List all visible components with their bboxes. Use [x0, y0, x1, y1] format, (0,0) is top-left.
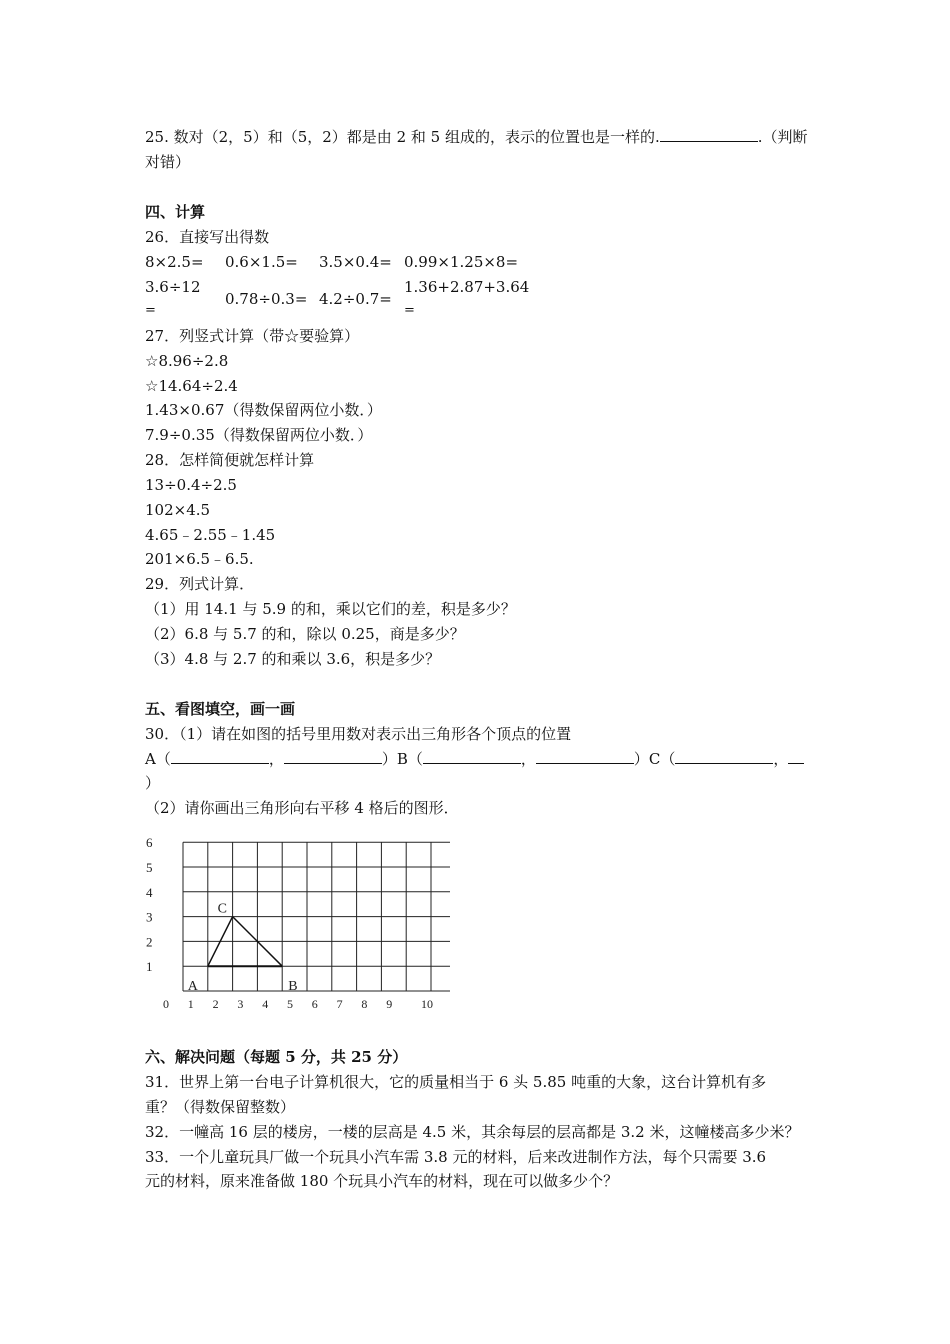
y-axis-tick-label: 4	[146, 884, 153, 900]
q33-line2: 元的材料，原来准备做 180 个玩具小汽车的材料，现在可以做多少个？	[145, 1172, 619, 1190]
coordinate-grid	[140, 828, 450, 1014]
x-axis-tick-label: 10	[421, 997, 433, 1011]
q25-line1: 25. 数对（2，5）和（5，2）都是由 2 和 5 组成的，表示的位置也是一样的. .（判断	[145, 128, 808, 146]
q26-item-5-eq: =	[145, 303, 156, 318]
q27-item: 1.43×0.67（得数保留两位小数．）	[145, 401, 382, 419]
q26-item-2: 0.6×1.5=	[225, 253, 298, 271]
q30-b-y-blank[interactable]	[536, 749, 634, 764]
x-axis-tick-label: 3	[237, 997, 244, 1011]
q31-line2: 重？（得数保留整数）	[145, 1098, 296, 1116]
q28-item: 102×4.5	[145, 501, 211, 519]
q28-item: 4.65﹣2.55﹣1.45	[145, 526, 276, 544]
q30-coordinates-line: A（ ， ）B（ ， ）C（ ，	[145, 749, 804, 769]
x-axis-tick-label: 9	[386, 997, 393, 1011]
q30-line1: 30．（1）请在如图的括号里用数对表示出三角形各个顶点的位置	[145, 725, 572, 743]
q27-item: 7.9÷0.35（得数保留两位小数．）	[145, 426, 373, 444]
q25-line2: 对错）	[145, 153, 191, 171]
q26-item-8: 1.36+2.87+3.64	[404, 278, 530, 296]
point-label-b: B	[288, 979, 298, 995]
x-axis-tick-label: 0	[163, 997, 169, 1011]
q26-item-4: 0.99×1.25×8=	[404, 253, 519, 271]
q26-item-5: 3.6÷12	[145, 278, 201, 296]
y-axis-tick-label: 1	[146, 959, 153, 975]
x-axis-tick-label: 8	[361, 997, 368, 1011]
q30-b-x-blank[interactable]	[423, 749, 521, 764]
x-axis-tick-label: 7	[336, 997, 343, 1011]
y-axis-tick-label: 3	[146, 909, 153, 925]
point-label-c: C	[217, 901, 227, 917]
x-axis-tick-label: 2	[212, 997, 219, 1011]
q30-c-y-blank[interactable]	[788, 749, 804, 764]
q26-item-6: 0.78÷0.3=	[225, 290, 308, 308]
q28-title: 28．怎样简便就怎样计算	[145, 451, 315, 469]
q33-line1: 33．一个儿童玩具厂做一个玩具小汽车需 3.8 元的材料，后来改进制作方法，每个只需要 3.6	[145, 1148, 767, 1166]
y-axis-tick-label: 5	[146, 860, 153, 875]
q26-item-3: 3.5×0.4=	[319, 253, 392, 271]
x-axis-tick-label: 4	[262, 997, 269, 1011]
x-axis-tick-label: 5	[287, 997, 293, 1011]
q26-item-1: 8×2.5=	[145, 253, 204, 271]
section4-title: 四、计算	[145, 203, 206, 221]
section5-title: 五、看图填空，画一画	[145, 700, 296, 718]
x-axis-tick-label: 1	[187, 997, 194, 1011]
q31-line1: 31．世界上第一台电子计算机很大，它的质量相当于 6 头 5.85 吨重的大象，这台计算机有多	[145, 1073, 767, 1091]
q30-a-x-blank[interactable]	[171, 749, 269, 764]
q25-answer-blank[interactable]	[660, 127, 758, 142]
y-axis-tick-label: 6	[146, 835, 153, 851]
q32-line1: 32．一幢高 16 层的楼房，一楼的层高是 4.5 米，其余每层的层高都是 3.2 米，这幢楼高多少米？	[145, 1123, 800, 1141]
q29-item: （3）4.8 与 2.7 的和乘以 3.6，积是多少？	[145, 650, 441, 668]
section6-title: 六、解决问题（每题 5 分，共 25 分）	[145, 1048, 408, 1066]
q28-item: 13÷0.4÷2.5	[145, 476, 237, 494]
q27-title: 27．列竖式计算（带☆要验算）	[145, 327, 360, 345]
q30-close-paren: ）	[145, 774, 161, 792]
y-axis-tick-label: 2	[146, 934, 153, 950]
q30-a-y-blank[interactable]	[284, 749, 382, 764]
q27-item: ☆8.96÷2.8	[145, 352, 229, 370]
q30-line3: （2）请你画出三角形向右平移 4 格后的图形．	[145, 799, 459, 817]
q26-item-8-eq: =	[404, 303, 415, 318]
q28-item: 201×6.5﹣6.5.	[145, 550, 254, 568]
q29-item: （2）6.8 与 5.7 的和，除以 0.25，商是多少？	[145, 625, 465, 643]
q26-item-7: 4.2÷0.7=	[319, 290, 392, 308]
q30-c-x-blank[interactable]	[675, 749, 773, 764]
point-label-a: A	[187, 979, 198, 995]
q27-item: ☆14.64÷2.4	[145, 377, 238, 395]
q29-title: 29．列式计算．	[145, 575, 255, 593]
x-axis-tick-label: 6	[311, 997, 318, 1011]
q26-title: 26．直接写出得数	[145, 228, 270, 246]
q29-item: （1）用 14.1 与 5.9 的和，乘以它们的差，积是多少？	[145, 600, 516, 618]
